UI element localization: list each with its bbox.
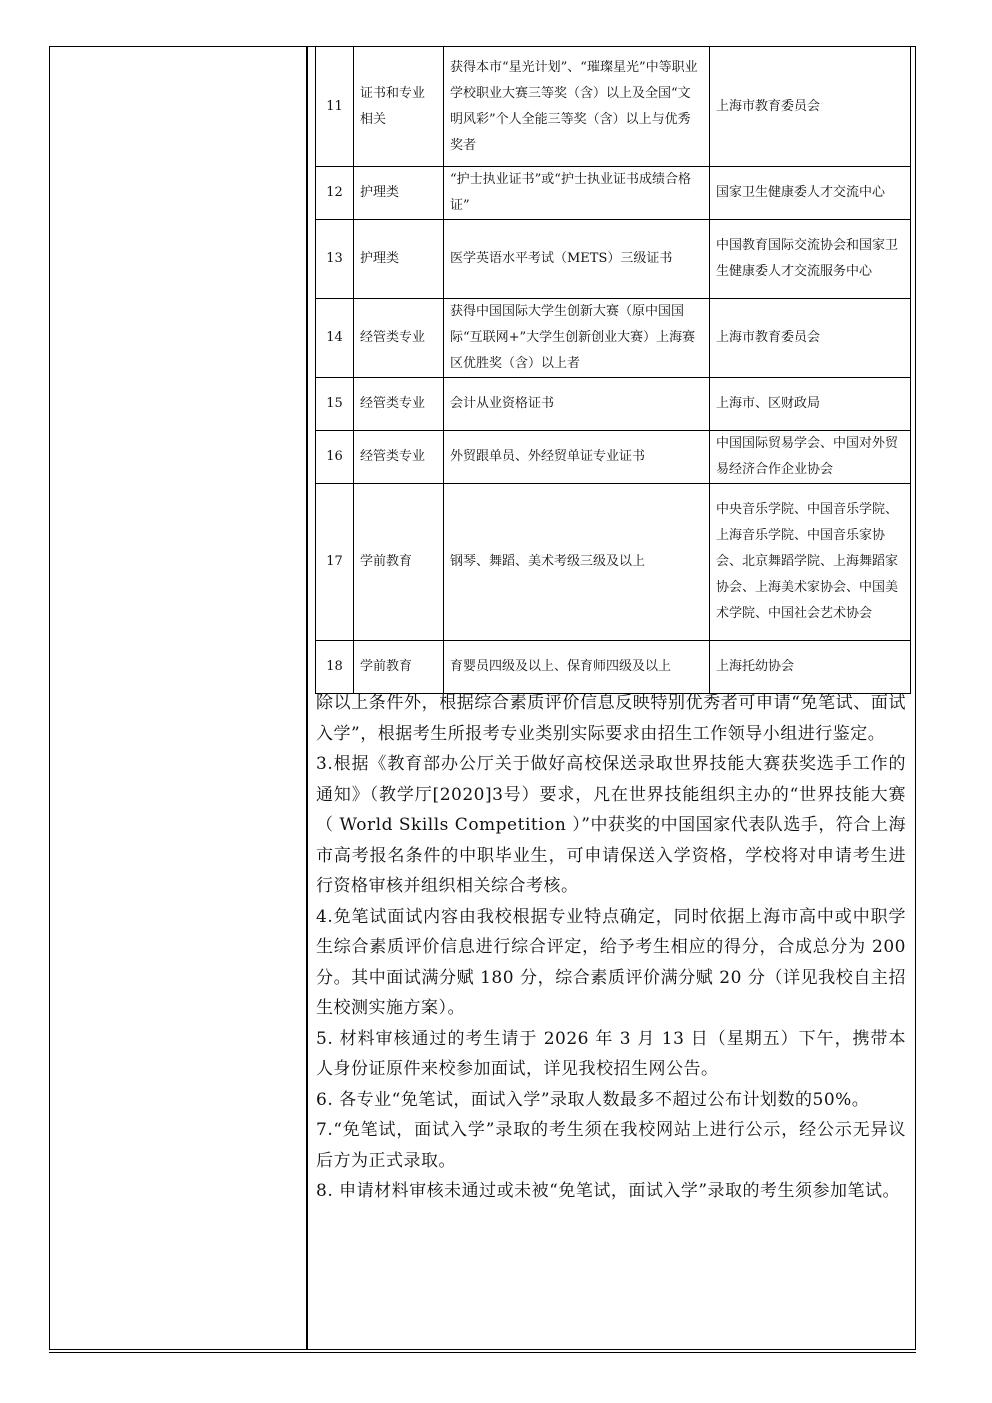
paragraph-interview-date: 5. 材料审核通过的考生请于 2026 年 3 月 13 日（星期五）下午，携带本人身份证原件来校参加面试，详见我校招生网公告。 [316, 1028, 906, 1079]
paragraph-admission-limit: 6. 各专业“免笔试，面试入学”录取人数最多不超过公布计划数的50%。 [316, 1089, 870, 1110]
row-category: 学前教育 [354, 484, 444, 641]
paragraph-public-notice: 7.“免笔试，面试入学”录取的考生须在我校网站上进行公示，经公示无异议后方为正式录取。 [316, 1120, 906, 1171]
row-certificate: 会计从业资格证书 [444, 378, 710, 431]
table-row [316, 220, 911, 299]
table-row [316, 378, 911, 431]
table-row [316, 299, 911, 378]
row-certificate: 育婴员四级及以上、保育师四级及以上 [444, 641, 710, 694]
row-certificate: 钢琴、舞蹈、美术考级三级及以上 [444, 484, 710, 641]
table-row [316, 484, 911, 641]
row-certificate: 医学英语水平考试（METS）三级证书 [444, 220, 710, 299]
row-number: 17 [316, 484, 354, 641]
row-certificate: 获得本市“星光计划”、“璀璨星光”中等职业学校职业大赛三等奖（含）以上及全国“文明风彩”个人全能三等奖（含）以上与优秀奖者 [444, 47, 710, 167]
row-issuer: 中央音乐学院、中国音乐学院、上海音乐学院、中国音乐家协会、北京舞蹈学院、上海舞蹈家协会、上海美术家协会、中国美术学院、中国社会艺术协会 [710, 484, 911, 641]
row-issuer: 国家卫生健康委人才交流中心 [710, 167, 911, 220]
table-row [316, 431, 911, 484]
row-issuer: 中国国际贸易学会、中国对外贸易经济合作企业协会 [710, 431, 911, 484]
row-certificate: 外贸跟单员、外经贸单证专业证书 [444, 431, 710, 484]
paragraph-written-exam: 8. 申请材料审核未通过或未被“免笔试，面试入学”录取的考生须参加笔试。 [316, 1181, 901, 1201]
row-category: 经管类专业 [354, 431, 444, 484]
row-number: 12 [316, 167, 354, 220]
table-row [316, 641, 911, 694]
row-number: 14 [316, 299, 354, 378]
column-divider [306, 46, 308, 1350]
row-category: 经管类专业 [354, 299, 444, 378]
row-issuer: 上海市、区财政局 [710, 378, 911, 431]
row-issuer: 中国教育国际交流协会和国家卫生健康委人才交流服务中心 [710, 220, 911, 299]
row-number: 13 [316, 220, 354, 299]
row-number: 15 [316, 378, 354, 431]
row-category: 护理类 [354, 220, 444, 299]
row-category: 证书和专业相关 [354, 47, 444, 167]
certificate-table [315, 46, 911, 694]
row-certificate: “护士执业证书”或“护士执业证书成绩合格证” [444, 167, 710, 220]
policy-text [316, 688, 906, 1207]
row-number: 16 [316, 431, 354, 484]
row-category: 经管类专业 [354, 378, 444, 431]
row-category: 护理类 [354, 167, 444, 220]
row-category: 学前教育 [354, 641, 444, 694]
row-issuer: 上海市教育委员会 [710, 47, 911, 167]
row-issuer: 上海市教育委员会 [710, 299, 911, 378]
paragraph-additional-conditions: 除以上条件外，根据综合素质评价信息反映特别优秀者可申请“免笔试、面试入学”，根据考生所报考专业类别实际要求由招生工作领导小组进行鉴定。 [316, 693, 906, 744]
row-issuer: 上海托幼协会 [710, 641, 911, 694]
row-number: 11 [316, 47, 354, 167]
paragraph-scoring: 4.免笔试面试内容由我校根据专业特点确定，同时依据上海市高中或中职学生综合素质评价信息进行综合评定，给予考生相应的得分，合成总分为 200 分。其中面试满分赋 180 分，综合素质评价满分赋 20 分（详见我校自主招生校测实施方案）。 [316, 906, 906, 1018]
row-number: 18 [316, 641, 354, 694]
bottom-rule [49, 1352, 916, 1353]
table-row [316, 47, 911, 167]
paragraph-world-skills: 3.根据《教育部办公厅关于做好高校保送录取世界技能大赛获奖选手工作的通知》（教学厅[2020]3号）要求，凡在世界技能组织主办的“世界技能大赛（ World Skills Competition ）”中获奖的中国国家代表队选手，符合上海市高考报名条件的中职毕业生，可申请保送入学资格，学校将对申请考生进行资格审核并组织相关综合考核。 [316, 754, 906, 896]
table-row [316, 167, 911, 220]
row-certificate: 获得中国国际大学生创新大赛（原中国国际“互联网+”大学生创新创业大赛）上海赛区优胜奖（含）以上者 [444, 299, 710, 378]
